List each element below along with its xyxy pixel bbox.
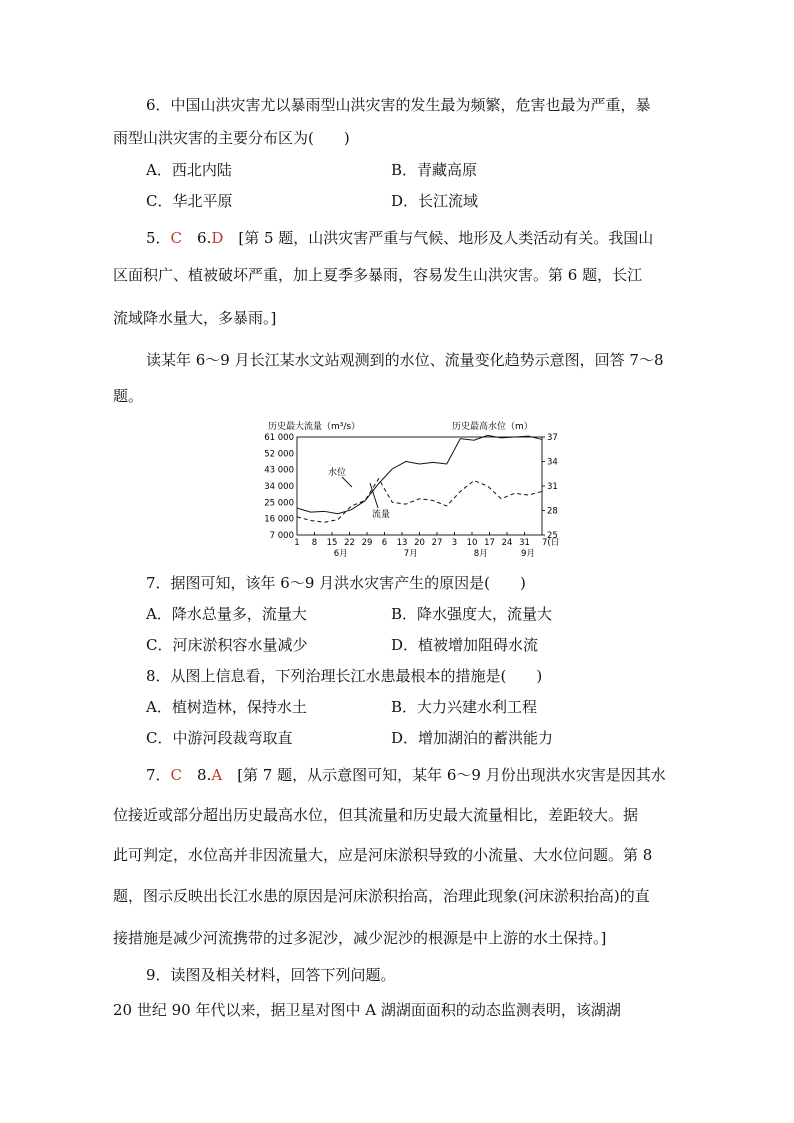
x-tick-label: 6 — [381, 538, 388, 548]
answer-prefix: 7． — [146, 766, 171, 784]
y-left-tick-label: 43 000 — [264, 465, 294, 476]
answer-prefix: 8. — [182, 766, 212, 784]
x-tick-label: 24 — [501, 538, 513, 548]
month-label: 7月 — [403, 549, 418, 559]
x-tick-label: 8 — [311, 538, 318, 548]
y-right-tick-label: 37 — [547, 433, 558, 443]
y-right-tick-label: 28 — [547, 506, 558, 517]
answer-letter: C — [170, 229, 183, 247]
x-tick-label: 17 — [484, 538, 495, 548]
answer-7-8-line5: 接措施是减少河流携带的过多泥沙，减少泥沙的根源是中上游的水土保持。] — [113, 929, 607, 947]
x-tick-label: 20 — [414, 538, 425, 548]
y-left-tick-label: 7 000 — [269, 531, 294, 541]
y-left-tick-label: 25 000 — [264, 498, 294, 509]
chart-title-left: 历史最大流量（m³/s） — [268, 422, 361, 432]
answer-explanation: [第 7 题，从示意图可知，某年 6～9 月份出现洪水灾害是因其水 — [222, 766, 666, 784]
answer-5-6-line2: 区面积广、植被破坏严重，加上夏季多暴雨，容易发生山洪灾害。第 6 题，长江 — [113, 266, 643, 284]
month-label: 8月 — [473, 549, 488, 559]
x-tick-label: 22 — [344, 538, 355, 548]
month-label: 9月 — [521, 549, 535, 559]
q8-stem: 8．从图上信息看，下列治理长江水患最根本的措施是( ) — [146, 667, 543, 685]
month-label: 6月 — [333, 549, 348, 559]
chart-svg — [260, 415, 560, 560]
water-level-flow-chart — [260, 415, 560, 560]
q7-option-c: C．河床淤积容水量减少 — [146, 636, 308, 654]
answer-prefix: 6. — [182, 229, 212, 247]
y-left-tick-label: 52 000 — [264, 449, 294, 460]
y-left-tick-label: 16 000 — [264, 514, 294, 525]
answer-7-8-line4: 题，图示反映出长江水患的原因是河床淤积抬高，治理此现象(河床淤积抬高)的直 — [113, 887, 650, 905]
series-label-flow: 流量 — [372, 510, 391, 520]
chart-title-right: 历史最高水位（m） — [452, 422, 533, 432]
q8-option-c: C．中游河段裁弯取直 — [146, 729, 293, 747]
q7-option-b: B．降水强度大，流量大 — [391, 605, 553, 623]
x-tick-label: 29 — [361, 538, 373, 548]
x-tick-label: 10 — [466, 538, 478, 548]
y-right-tick-label: 25 — [547, 531, 558, 541]
intro-line1: 读某年 6～9 月长江某水文站观测到的水位、流量变化趋势示意图，回答 7～8 — [146, 351, 664, 369]
q8-option-d: D．增加湖泊的蓄洪能力 — [391, 729, 554, 747]
x-tick-label: 1 — [294, 538, 300, 548]
answer-prefix: 5． — [146, 229, 171, 247]
x-tick-label: 13 — [396, 538, 408, 548]
x-tick-label: 15 — [326, 538, 338, 548]
y-left-tick-label: 61 000 — [264, 433, 294, 443]
q6-stem-line1: 6．中国山洪灾害尤以暴雨型山洪灾害的发生最为频繁，危害也最为严重，暴 — [146, 96, 651, 114]
q6-option-a: A．西北内陆 — [146, 161, 232, 179]
y-left-tick-label: 34 000 — [264, 482, 294, 492]
label-leader — [342, 477, 352, 487]
q7-stem: 7．据图可知，该年 6～9 月洪水灾害产生的原因是( ) — [146, 574, 526, 592]
q7-option-a: A．降水总量多，流量大 — [146, 605, 307, 623]
q6-option-b: B．青藏高原 — [391, 161, 478, 179]
series-label-water-level: 水位 — [328, 468, 347, 478]
x-tick-label: 31 — [519, 538, 530, 548]
answer-letter: D — [211, 229, 224, 247]
x-tick-label: 7(日 — [542, 538, 560, 548]
intro-line2: 题。 — [113, 387, 144, 405]
q8-option-a: A．植树造林，保持水土 — [146, 698, 307, 716]
x-tick-label: 3 — [451, 538, 458, 548]
q6-option-c: C．华北平原 — [146, 192, 233, 210]
x-tick-label: 27 — [431, 538, 443, 548]
q9-stem: 9．读图及相关材料，回答下列问题。 — [146, 966, 396, 984]
answer-explanation: [第 5 题，山洪灾害严重与气候、地形及人类活动有关。我国山 — [223, 229, 654, 247]
answer-letter: C — [170, 766, 183, 784]
answer-5-6-line3: 流域降水量大，多暴雨。] — [113, 309, 277, 327]
y-right-tick-label: 31 — [547, 482, 558, 492]
q6-option-d: D．长江流域 — [391, 192, 479, 210]
q7-option-d: D．植被增加阻碍水流 — [391, 636, 539, 654]
q8-option-b: B．大力兴建水利工程 — [391, 698, 538, 716]
answer-5-6-line1 — [146, 228, 653, 248]
y-right-tick-label: 34 — [547, 457, 558, 468]
answer-7-8-line2: 位接近或部分超出历史最高水位，但其流量和历史最大流量相比，差距较大。据 — [113, 806, 639, 824]
answer-letter: A — [211, 766, 223, 784]
answer-7-8-line1 — [146, 765, 666, 785]
answer-7-8-line3: 此可判定，水位高并非因流量大，应是河床淤积导致的小流量、大水位问题。第 8 — [113, 846, 653, 864]
series-flow-line — [297, 479, 542, 523]
q6-stem-line2: 雨型山洪灾害的主要分布区为( ) — [113, 129, 350, 147]
q9-material: 20 世纪 90 年代以来，据卫星对图中 A 湖湖面面积的动态监测表明，该湖湖 — [113, 1001, 621, 1019]
